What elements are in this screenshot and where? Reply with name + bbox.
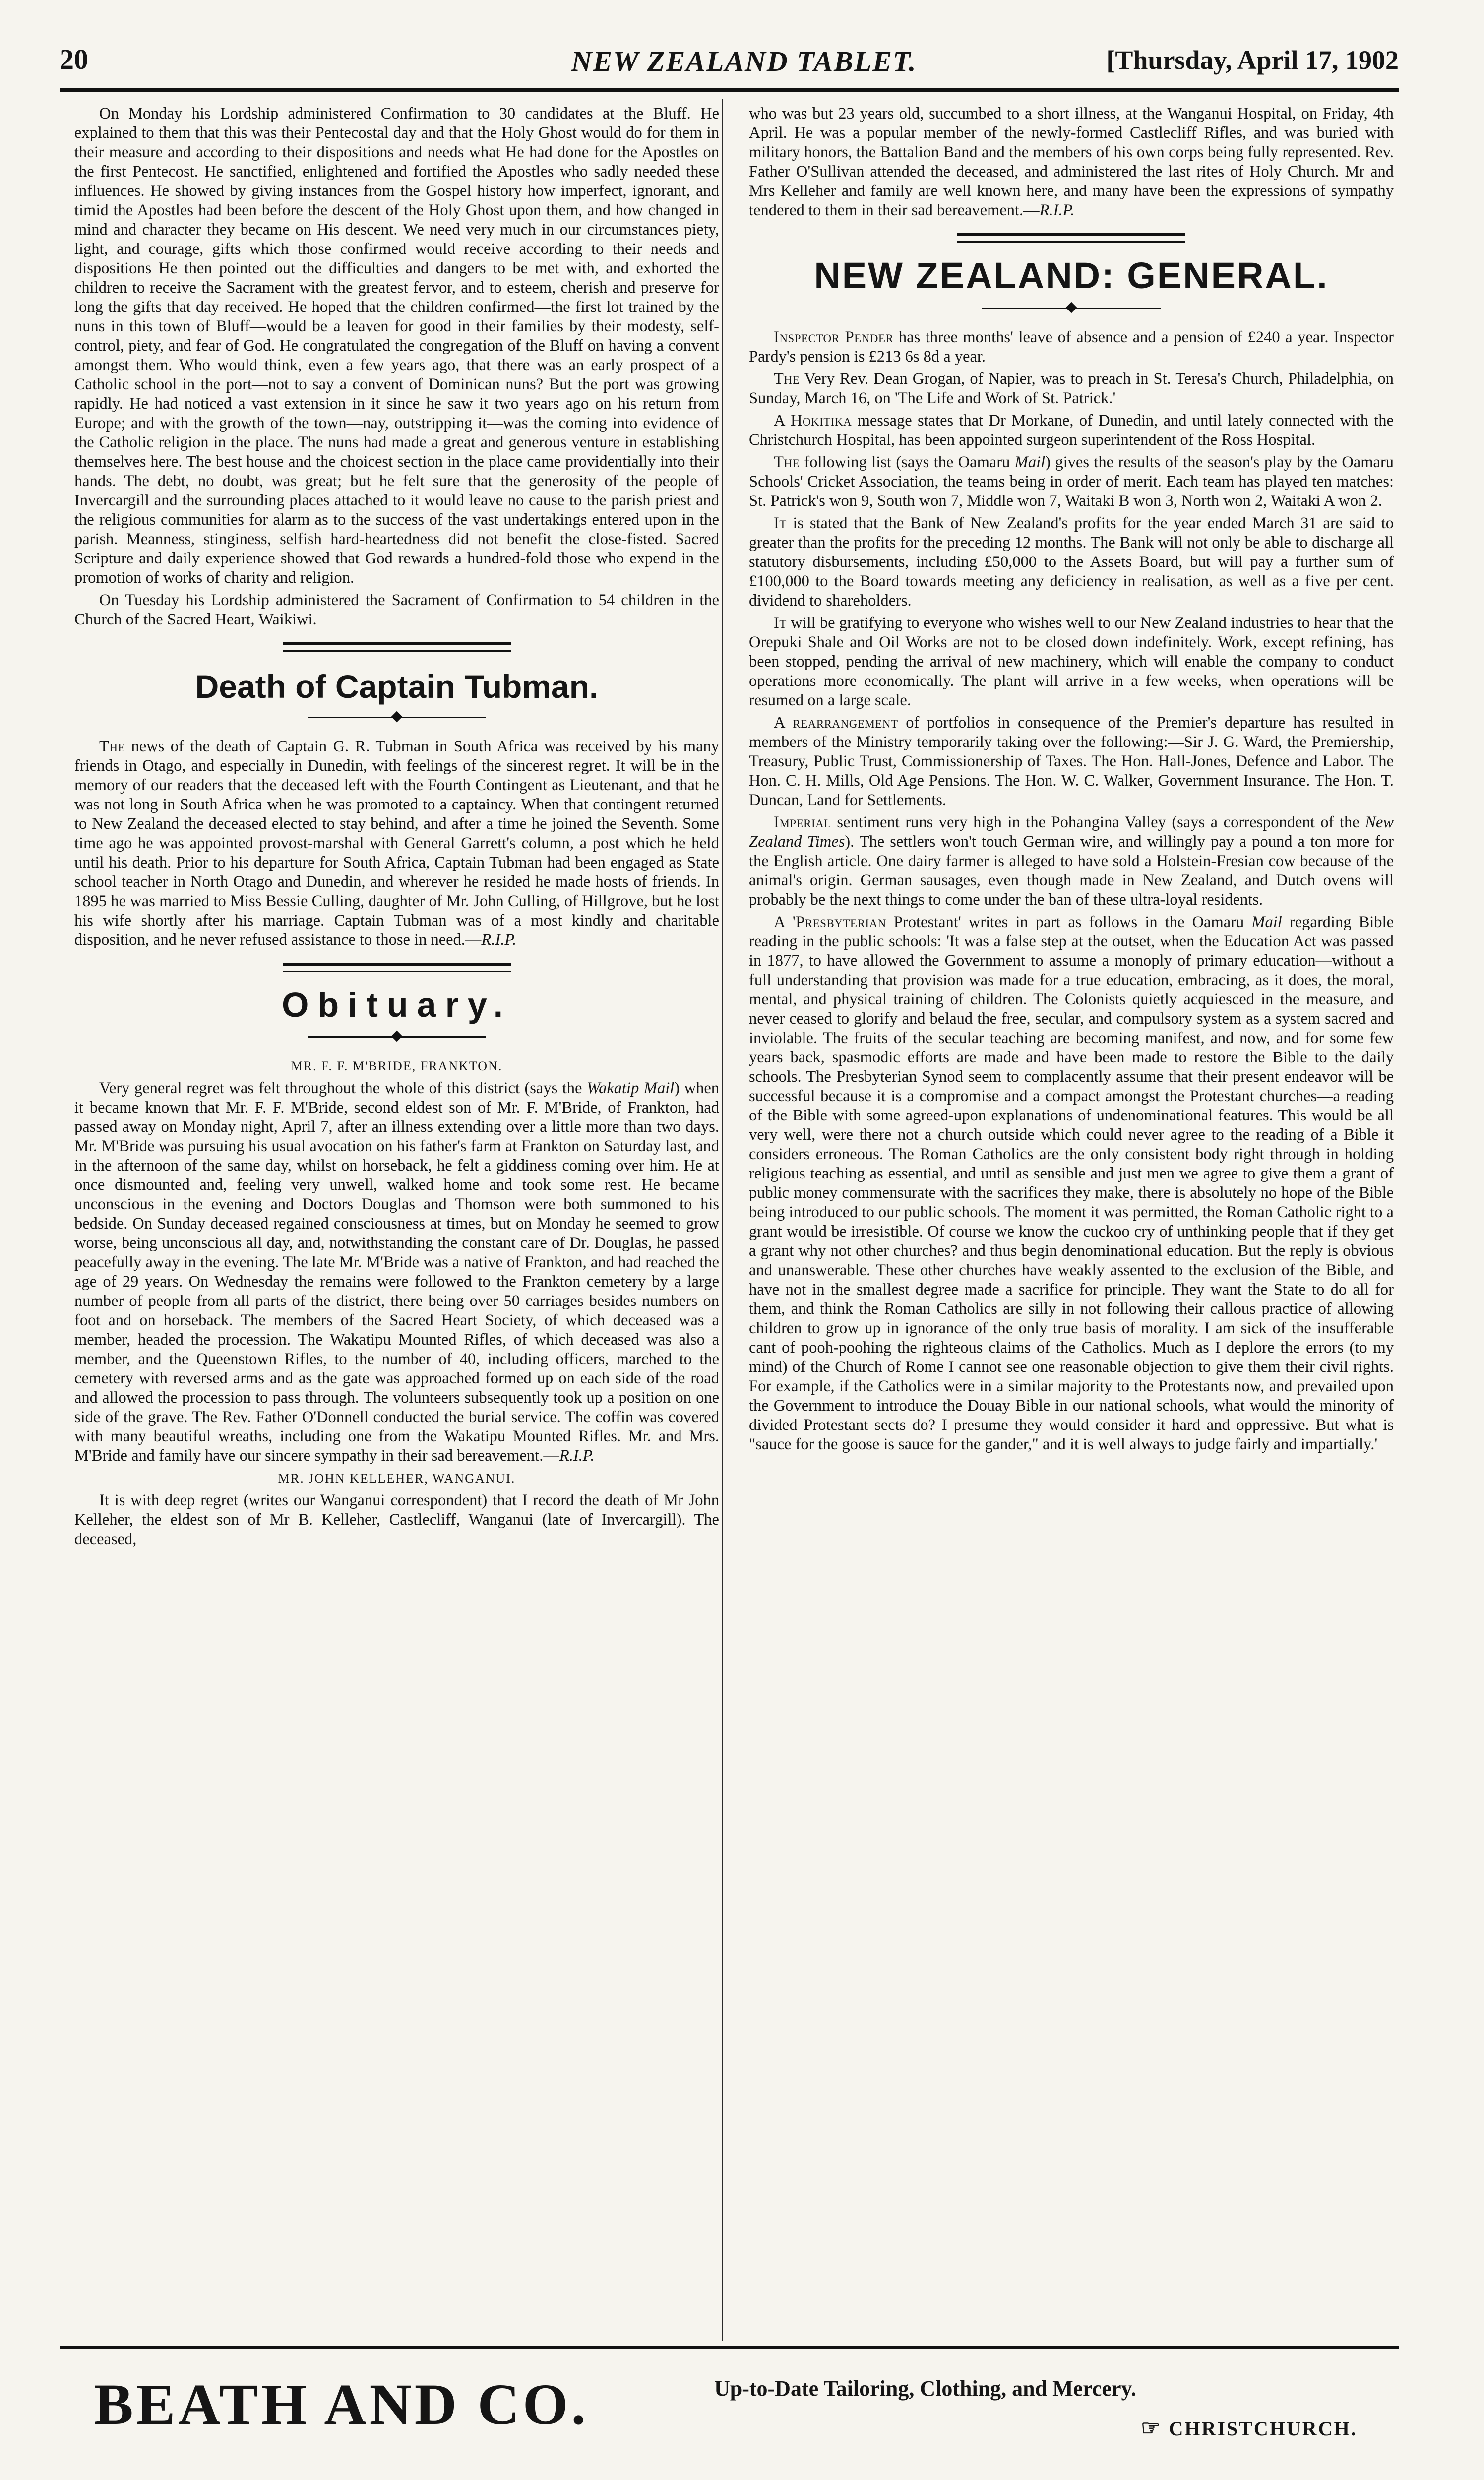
tubman-heading: Death of Captain Tubman. bbox=[195, 668, 599, 705]
news-item-text: sentiment runs very high in the Pohangina Valley (says a correspondent of the bbox=[831, 813, 1365, 831]
news-item-lead: The bbox=[774, 453, 800, 471]
news-item bbox=[749, 614, 1394, 710]
obituary-mbride-rip: R.I.P. bbox=[559, 1447, 595, 1465]
general-news-heading: NEW ZEALAND: GENERAL. bbox=[814, 255, 1329, 296]
news-item-lead: A 'Presbyterian bbox=[774, 913, 886, 931]
left-column bbox=[74, 104, 719, 1549]
news-item-lead: A rearrangement bbox=[774, 714, 898, 732]
obituary-subhead-mbride: MR. F. F. M'BRIDE, FRANKTON. bbox=[291, 1059, 503, 1073]
obituary-heading: Obituary. bbox=[281, 986, 512, 1024]
obituary-mbride bbox=[74, 1079, 719, 1466]
news-item bbox=[749, 813, 1394, 910]
news-item-text: has three months' leave of absence and a pension of £240 a year. Inspector Pardy's pension is £213 6s 8d a year. bbox=[749, 328, 1394, 366]
news-item-italic: Mail bbox=[1014, 453, 1046, 471]
advertiser-name: BEATH AND CO. bbox=[94, 2372, 589, 2437]
paper-title: NEW ZEALAND TABLET. bbox=[571, 45, 917, 77]
footer-rule bbox=[60, 2346, 1399, 2349]
ornament-rule bbox=[982, 303, 1161, 313]
kelleher-continued bbox=[749, 104, 1394, 220]
advertisement-footer bbox=[60, 2361, 1399, 2460]
news-item-lead: Inspector Pender bbox=[774, 328, 894, 346]
kelleher-continued-text: who was but 23 years old, succumbed to a short illness, at the Wanganui Hospital, on Friday, 4th April. He was a popular member of the newly-formed Castlecliff Rifles, and was buried with military honors, the Battalion Band and the members of his own corps being fully represented. Rev. Father O'Sullivan attended the deceased, and administered the last rites of Holy Church. Mr and Mrs Kelleher and family are well known here, and many have been the expressions of sympathy tendered to them in their sad bereavement.— bbox=[749, 105, 1394, 219]
news-item-lead: It bbox=[774, 514, 787, 532]
advertiser-city-text: CHRISTCHURCH. bbox=[1169, 2418, 1358, 2440]
news-item bbox=[749, 370, 1394, 408]
news-item-lead: A Hokitika bbox=[774, 412, 852, 430]
diamond-ornament bbox=[391, 711, 403, 723]
tubman-body: news of the death of Captain G. R. Tubman in South Africa was received by his many friends in Otago, and especially in Dunedin, with feelings of the sincerest regret. It will be in the memory of our readers that the deceased left with the Fourth Contingent as Lieutenant, and that he was not long in South Africa when he was promoted to a captaincy. When that contingent returned to New Zealand the deceased elected to stay behind, and after a time he joined the Seventh. Some time ago he was appointed provost-marshal with General Garrett's column, a post which he held until his death. Prior to his departure for South Africa, Captain Tubman had been engaged as State school teacher in North Otago and Dunedin, and wherever he resided he made hosts of friends. In 1895 he was married to Miss Bessie Culling, daughter of Mr. John Culling, of Hillgrove, but he lost his wife shortly after his marriage. Captain Tubman was of a most kindly and charitable disposition, and he never refused assistance to those in need.— bbox=[74, 738, 720, 949]
diamond-ornament bbox=[391, 1031, 403, 1042]
news-item bbox=[749, 328, 1394, 367]
news-item-text-end: ) gives the results of the season's play by the Oamaru Schools' Cricket Association, the teams being in order of merit. Each team has played ten matches: St. Patrick's won 9, South won 7, Middle won 7, Waitaki B won 3, North won 2, Waitaki A won 2. bbox=[749, 453, 1394, 510]
obituary-mbride-text-b: ) when it became known that Mr. F. F. M'Bride, second eldest son of Mr. F. M'Bride, of Frankton, had passed away on Monday night, April 7, after an illness extending over a little more than two days. Mr. M'Bride was pursuing his usual avocation on his father's farm at Frankton on Saturday last, and in the afternoon of the same day, whilst on horseback, he felt a giddiness coming over him. He at once dismounted and, feeling very unwell, walked home and took some rest. He became unconscious in the evening and Doctors Douglas and Thomson were both summoned to his bedside. On Sunday deceased regained consciousness at times, but on Monday he seemed to grow worse, being unconscious all day, and, notwithstanding the constant care of Dr. Douglas, he passed peacefully away in the evening. The late Mr. M'Bride was a native of Frankton, and had reached the age of 29 years. On Wednesday the remains were followed to the Frankton cemetery by a large number of people from all parts of the district, there being over 50 carriages besides numbers on foot and on horseback. The members of the Sacred Heart Society, of which deceased was a member, headed the procession. The Wakatipu Mounted Rifles, of which deceased was also a member, and the Queenstown Rifles, to the number of 40, including officers, marched to the cemetery with reversed arms and as the gate was approached formed up on each side of the road and allowed the procession to pass through. The volunteers subsequently took up a position on one side of the grave. The Rev. Father O'Donnell conducted the burial service. The coffin was covered with many beautiful wreaths, including one from the Wakatipu Mounted Rifles. Mr. and Mrs. M'Bride and family have our sincere sympathy in their sad bereavement.— bbox=[74, 1079, 719, 1465]
confirmation-paragraph-2: On Tuesday his Lordship administered the Sacrament of Confirmation to 54 children in the Church of the Sacred Heart, Waikiwi. bbox=[74, 591, 719, 628]
news-item-text-end: regarding Bible reading in the public schools: 'It was a false step at the outset, when the Education Act was passed in 1877, to have allowed the Government to assume a monoply of primary education—without a full understanding that provision was made for a true education, embracing, as it does, the moral, mental, and physical training of children. The Colonists quietly acquiesced in the measure, and never ceased to glorify and belaud the free, secular, and compulsory system as a system sacred and inviolable. The fruits of the secular teaching are becoming manifest, and now, and for some few years back, spasmodic efforts are made and have been made to restore the Bible to the daily schools. The Presbyterian Synod seem to complacently assume that their present endeavor will be successful because it is a compromise and a compact amongst the Protestant churches—a reading of the Bible with some agreed-upon explanations of undenominational features. This would be all very well, were there not a church outside which could never agree to the reading of a Bible it considers erroneous. The Roman Catholics are the only consistent body right through in holding religious teaching as essential, and until as sensible and just men we agree to give them a grant of public money commensurate with the sacrifices they make, there is absolutely no hope of the Bible being introduced to our public schools. The moment it was permitted, the Roman Catholic right to a grant would be irresistible. Of course we know the cuckoo cry of unthinking people that if they get a grant why not other churches? and thus begin denominational education. But the reply is obvious and unanswerable. These other churches have weakly assented to the exclusion of the Bible, and have not in the smallest degree made a sacrifice for principle. They want the State to do all for them, and think the Roman Catholics are silly in not following their callous practice of allowing children to grow up in ignorance of the only true basis of morality. I am sick of the insufferable cant of pooh-poohing the righteous claims of the Catholics. Much as I deplore the errors (to my mind) of the Church of Rome I cannot see one reasonable objection to give them their civil rights. For example, if the Catholics were in a similar majority to the Protestants now, and prevailed upon the Government to introduce the Douay Bible in our national schools, what would the minority of divided Protestant sects do? I presume they would consider it hard and oppressive. But what is "sauce for the goose is sauce for the gander," and it is well always to judge fairly and impartially.' bbox=[749, 913, 1394, 1453]
news-item-lead: It bbox=[774, 614, 787, 632]
news-item-lead: The bbox=[774, 370, 800, 388]
news-item-text: will be gratifying to everyone who wishes well to our New Zealand industries to hear that the Orepuki Shale and Oil Works are not to be closed down indefinitely. Work, except refining, has been stopped, pending the arrival of new machinery, which will enable the company to conduct operations more economically. The plant will arrive in a few weeks, when operations will be resumed on a large scale. bbox=[749, 614, 1394, 709]
news-item bbox=[749, 453, 1394, 511]
obituary-mbride-text-a: Very general regret was felt throughout the whole of this district (says the bbox=[99, 1079, 587, 1097]
obituary-kelleher: It is with deep regret (writes our Wanganui correspondent) that I record the death of Mr John Kelleher, the eldest son of Mr B. Kelleher, Castlecliff, Wanganui (late of Invercargill). The deceased, bbox=[74, 1491, 719, 1548]
ornament-rule bbox=[308, 1032, 486, 1042]
news-item-text: is stated that the Bank of New Zealand's profits for the year ended March 31 are said to greater than the profits for the preceding 12 months. The Bank will not only be able to discharge all statutory disbursements, including £50,000 to the Assets Board, but will pay a further sum of £100,000 to the Board towards meeting any deficiency in realisation, as well as a five per cent. dividend to shareholders. bbox=[749, 514, 1394, 610]
news-item-text: Very Rev. Dean Grogan, of Napier, was to preach in St. Teresa's Church, Philadelphia, on Sunday, March 16, on 'The Life and Work of St. Patrick.' bbox=[749, 370, 1394, 407]
diamond-ornament bbox=[1066, 302, 1077, 313]
obituary-subhead-kelleher: MR. JOHN KELLEHER, WANGANUI. bbox=[278, 1471, 516, 1486]
page-number: 20 bbox=[60, 43, 88, 75]
news-item-text: of portfolios in consequence of the Premier's departure has resulted in members of the Ministry temporarily taking over the following:—Sir J. G. Ward, the Premiership, Treasury, Public Trust, Commissionership of Taxes. The Hon. Hall-Jones, Defence and Labor. The Hon. C. H. Mills, Old Age Pensions. The Hon. W. C. Walker, Government Insurance. The Hon. T. Duncan, Land for Settlements. bbox=[749, 714, 1394, 809]
advertiser-tagline: Up-to-Date Tailoring, Clothing, and Mercery. bbox=[714, 2376, 1137, 2401]
tubman-lead: The bbox=[99, 738, 125, 755]
confirmation-paragraph-1: On Monday his Lordship administered Confirmation to 30 candidates at the Bluff. He explained to them that this was their Pentecostal day and that the Holy Ghost would do for them in their measure and according to their dispositions and needs what He had done for the Apostles on the first Pentecost. He sanctified, enlightened and fortified the Apostles who sadly needed these influences. He showed by giving instances from the Gospel history how imperfect, ignorant, and timid the Apostles had been before the descent of the Holy Ghost upon them, and how changed in mind and character they became on His descent. We need very much in our circumstances piety, light, and courage, gifts which those confirmed would receive according to their needs and dispositions He then pointed out the difficulties and dangers to be met with, and exhorted the children to receive the Sacrament with the greatest fervor, and to esteem, cherish and preserve for long the gifts that day received. He hoped that the children confirmed—the first lot trained by the nuns in this town of Bluff—would be a leaven for good in their families by their modesty, self-control, piety, and fear of God. He congratulated the congregation of the Bluff on having a convent amongst them. Who would think, even a few years ago, that there was an early prospect of a Catholic school in the port—not to say a convent of Dominican nuns? But the port was growing rapidly. He had noticed a vast extension in it since he saw it two years ago on his return from Europe; and with the growth of the town—nay, outstripping it—was the coming into evidence of the Catholic religion in the place. The nuns had made a great and generous venture in establishing themselves here. The best house and the choicest section in the place came providentially into their hands. The debt, no doubt, was great; but he felt sure that the generosity of the people of Invercargill and the surrounding places attached to it would leave no cause to the parish priest and the religious communities for alarm as to the success of the vast undertakings entered upon in the parish. Meanness, stinginess, selfish hard-heartedness did not benefit the close-fisted. Sacred Scripture and daily experience showed that God rewards a hundred-fold those who expend in the promotion of works of charity and religion. bbox=[74, 105, 719, 587]
tubman-rip: R.I.P. bbox=[481, 931, 517, 949]
section-rule bbox=[283, 642, 511, 652]
masthead bbox=[60, 43, 1399, 86]
pointing-hand-icon: ☞ bbox=[1141, 2416, 1162, 2440]
news-item bbox=[749, 411, 1394, 450]
issue-date: [Thursday, April 17, 1902 bbox=[1106, 45, 1399, 75]
newspaper-name: Wakatip Mail bbox=[587, 1079, 675, 1097]
column-divider bbox=[722, 99, 723, 2341]
news-item-text: following list (says the Oamaru bbox=[800, 453, 1015, 471]
ornament-rule bbox=[308, 712, 486, 722]
news-item bbox=[749, 713, 1394, 810]
section-rule bbox=[957, 233, 1185, 243]
section-rule bbox=[283, 963, 511, 972]
news-item-lead: Imperial bbox=[774, 813, 831, 831]
news-item-italic: Mail bbox=[1251, 913, 1282, 931]
news-item-italic: New Zealand Times bbox=[749, 813, 1394, 851]
news-item bbox=[749, 913, 1394, 1454]
kelleher-rip: R.I.P. bbox=[1039, 201, 1075, 219]
tubman-article bbox=[74, 737, 719, 950]
masthead-rule bbox=[60, 88, 1399, 92]
news-item bbox=[749, 514, 1394, 611]
news-item-text: Protestant' writes in part as follows in the Oamaru bbox=[886, 913, 1252, 931]
news-item-text-end: ). The settlers won't touch German wire, and willingly pay a pound a ton more for the English article. One dairy farmer is alleged to have sold a Holstein-Fresian cow because of the animal's origin. German sausages, even though made in New Zealand, and Dutch ovens will probably be the next things to come under the ban of these ultra-loyal residents. bbox=[749, 833, 1394, 909]
right-column bbox=[749, 104, 1394, 1454]
advertiser-city bbox=[1141, 2416, 1358, 2441]
news-item-text: message states that Dr Morkane, of Dunedin, and until lately connected with the Christchurch Hospital, has been appointed surgeon superintendent of the Ross Hospital. bbox=[749, 412, 1394, 449]
